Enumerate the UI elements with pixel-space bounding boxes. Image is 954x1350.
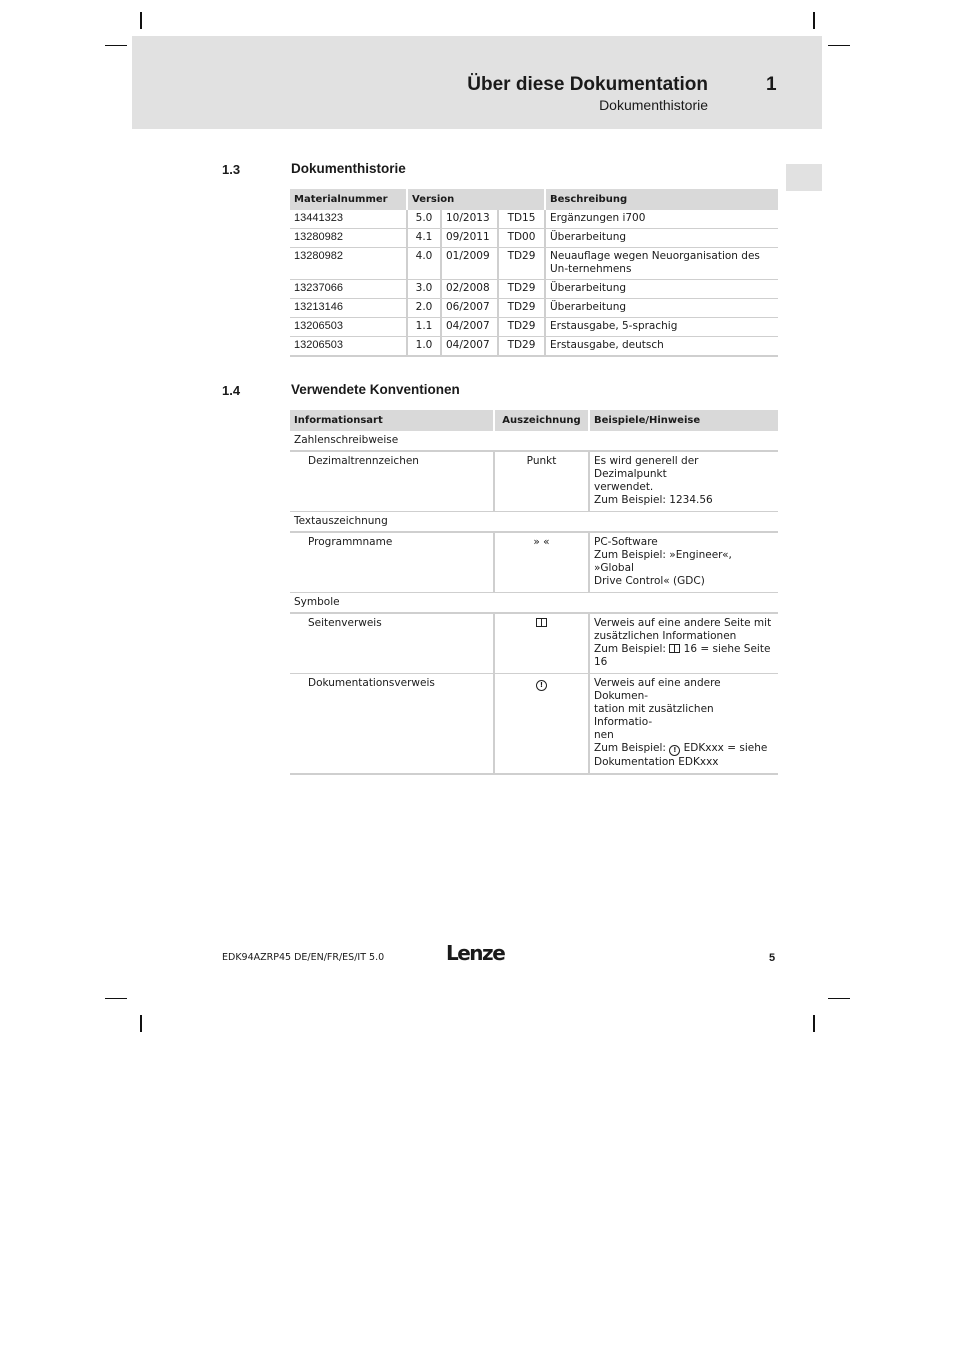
cell-material: 13280982 bbox=[290, 229, 407, 248]
cell-code: TD29 bbox=[498, 280, 545, 299]
cell-description: Überarbeitung bbox=[545, 299, 778, 318]
page-title: Über diese Dokumentation bbox=[467, 74, 708, 95]
footer-doc-id: EDK94AZRP45 DE/EN/FR/ES/IT 5.0 bbox=[222, 952, 385, 963]
note-line: Zum Beispiel: »Engineer«, »Global bbox=[594, 549, 732, 574]
note-line: Drive Control« (GDC) bbox=[594, 575, 705, 587]
cell-date: 06/2007 bbox=[441, 299, 498, 318]
col-header-material: Materialnummer bbox=[290, 189, 407, 210]
col-header-version: Version bbox=[407, 189, 545, 210]
crop-mark bbox=[813, 1015, 815, 1032]
table-row bbox=[290, 280, 778, 299]
cell-description: Überarbeitung bbox=[545, 280, 778, 299]
note-line: Es wird generell der Dezimalpunkt bbox=[594, 455, 699, 480]
section-title: Verwendete Konventionen bbox=[291, 382, 460, 397]
note-line: zusätzlichen Informationen bbox=[594, 630, 737, 642]
section-number: 1.4 bbox=[222, 383, 241, 398]
crop-mark bbox=[140, 1015, 142, 1032]
col-header-marking: Auszeichnung bbox=[494, 410, 589, 431]
page-subtitle: Dokumenthistorie bbox=[599, 97, 708, 113]
crop-mark bbox=[828, 998, 850, 999]
note-line: Verweis auf eine andere Dokumen- bbox=[594, 677, 721, 702]
cell-description: Erstausgabe, 5-sprachig bbox=[545, 318, 778, 337]
crop-mark bbox=[813, 12, 815, 29]
book-icon bbox=[536, 618, 547, 627]
col-header-info-type: Informationsart bbox=[290, 410, 494, 431]
crop-mark bbox=[828, 45, 850, 46]
cell-code: TD29 bbox=[498, 299, 545, 318]
history-table bbox=[290, 189, 778, 357]
note-line: nen bbox=[594, 729, 614, 741]
note-text: EDKxxx = siehe bbox=[680, 742, 768, 754]
cell-description: Neuauflage wegen Neuorganisation des Un-ternehmens bbox=[545, 248, 778, 280]
section-title: Dokumenthistorie bbox=[291, 161, 406, 176]
cell-date: 09/2011 bbox=[441, 229, 498, 248]
group-label: Textauszeichnung bbox=[290, 512, 778, 533]
crop-mark bbox=[140, 12, 142, 29]
crop-mark bbox=[105, 998, 127, 999]
cell-material: 13280982 bbox=[290, 248, 407, 280]
note-line: tation mit zusätzlichen Informatio- bbox=[594, 703, 714, 728]
book-icon bbox=[669, 644, 680, 653]
cell-description: Erstausgabe, deutsch bbox=[545, 337, 778, 357]
cell-code: TD29 bbox=[498, 248, 545, 280]
cell-version: 3.0 bbox=[407, 280, 441, 299]
cell-date: 02/2008 bbox=[441, 280, 498, 299]
convention-marking bbox=[494, 674, 589, 775]
cell-version: 4.0 bbox=[407, 248, 441, 280]
convention-item: Seitenverweis bbox=[290, 613, 494, 674]
note-line bbox=[594, 742, 774, 756]
convention-item: Dokumentationsverweis bbox=[290, 674, 494, 775]
cell-version: 2.0 bbox=[407, 299, 441, 318]
convention-notes bbox=[589, 674, 778, 775]
convention-marking: Punkt bbox=[494, 451, 589, 512]
documentation-icon: ! bbox=[536, 680, 547, 691]
cell-date: 04/2007 bbox=[441, 318, 498, 337]
table-row bbox=[290, 337, 778, 357]
table-row bbox=[290, 299, 778, 318]
note-line: Verweis auf eine andere Seite mit bbox=[594, 617, 772, 629]
note-text: Zum Beispiel: bbox=[594, 742, 670, 754]
lenze-logo: Lenze bbox=[446, 941, 505, 965]
cell-version: 5.0 bbox=[407, 210, 441, 229]
documentation-icon: ! bbox=[669, 745, 680, 756]
note-line bbox=[594, 643, 774, 669]
table-row bbox=[290, 210, 778, 229]
note-text: 16 = siehe Seite 16 bbox=[594, 643, 771, 668]
note-line: PC-Software bbox=[594, 536, 658, 548]
cell-description: Ergänzungen i700 bbox=[545, 210, 778, 229]
table-row bbox=[290, 248, 778, 280]
cell-material: 13206503 bbox=[290, 337, 407, 357]
cell-material: 13237066 bbox=[290, 280, 407, 299]
group-label: Zahlenschreibweise bbox=[290, 431, 778, 451]
chapter-tab bbox=[786, 164, 822, 191]
cell-code: TD29 bbox=[498, 337, 545, 357]
cell-material: 13206503 bbox=[290, 318, 407, 337]
cell-material: 13441323 bbox=[290, 210, 407, 229]
convention-marking: » « bbox=[494, 532, 589, 593]
cell-version: 4.1 bbox=[407, 229, 441, 248]
note-text: Zum Beispiel: bbox=[594, 643, 670, 655]
cell-material: 13213146 bbox=[290, 299, 407, 318]
cell-description: Überarbeitung bbox=[545, 229, 778, 248]
cell-version: 1.0 bbox=[407, 337, 441, 357]
convention-notes bbox=[589, 532, 778, 593]
cell-code: TD15 bbox=[498, 210, 545, 229]
chapter-number: 1 bbox=[766, 74, 777, 95]
section-number: 1.3 bbox=[222, 162, 241, 177]
crop-mark bbox=[105, 45, 127, 46]
page-number: 5 bbox=[769, 952, 776, 964]
group-label: Symbole bbox=[290, 593, 778, 614]
note-line: verwendet. bbox=[594, 481, 654, 493]
convention-item: Dezimaltrennzeichen bbox=[290, 451, 494, 512]
col-header-examples: Beispiele/Hinweise bbox=[589, 410, 778, 431]
note-line: Dokumentation EDKxxx bbox=[594, 756, 719, 768]
cell-date: 10/2013 bbox=[441, 210, 498, 229]
note-line: Zum Beispiel: 1234.56 bbox=[594, 494, 713, 506]
cell-code: TD29 bbox=[498, 318, 545, 337]
cell-date: 01/2009 bbox=[441, 248, 498, 280]
table-row bbox=[290, 318, 778, 337]
cell-version: 1.1 bbox=[407, 318, 441, 337]
convention-item: Programmname bbox=[290, 532, 494, 593]
convention-notes bbox=[589, 613, 778, 674]
cell-code: TD00 bbox=[498, 229, 545, 248]
cell-date: 04/2007 bbox=[441, 337, 498, 357]
convention-notes bbox=[589, 451, 778, 512]
col-header-description: Beschreibung bbox=[545, 189, 778, 210]
conventions-table bbox=[290, 410, 778, 775]
convention-marking bbox=[494, 613, 589, 674]
table-row bbox=[290, 229, 778, 248]
